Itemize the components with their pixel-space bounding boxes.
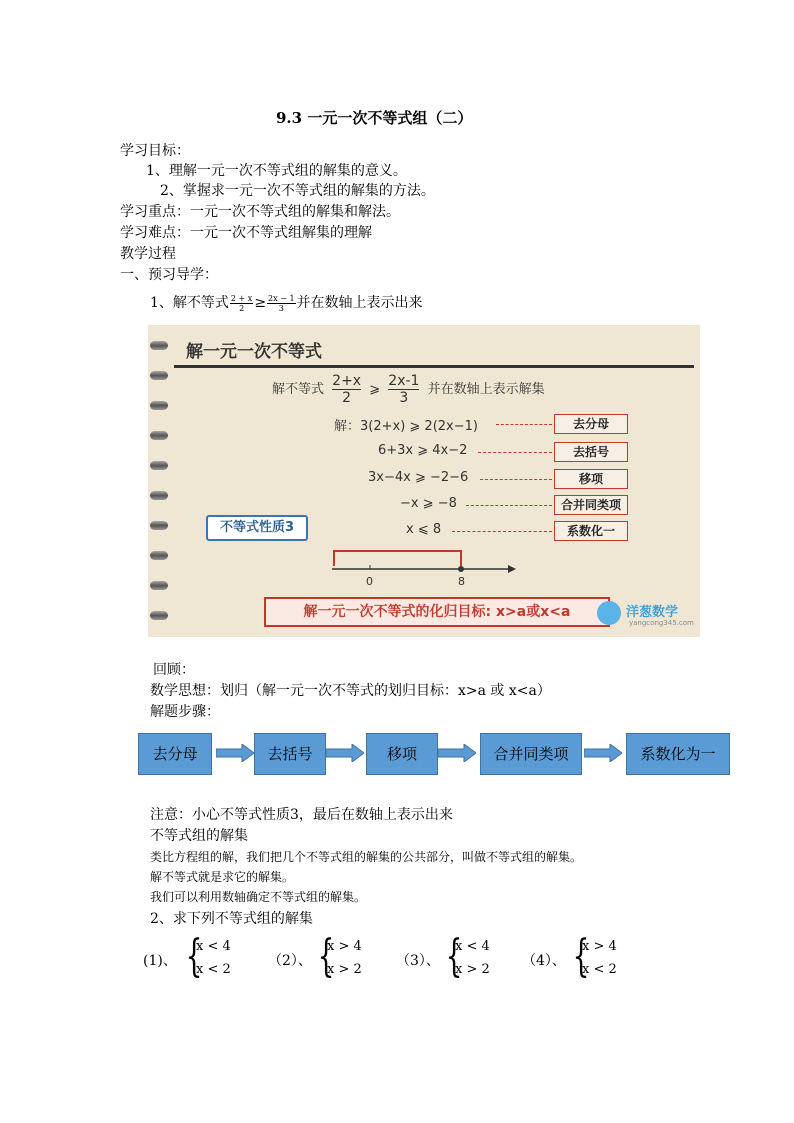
axis-label-0: 0 xyxy=(366,575,373,588)
arrow-right-icon xyxy=(584,744,622,762)
system-bottom: x < 2 xyxy=(196,962,231,977)
q1-frac2-num: 2x − 1 xyxy=(268,293,295,303)
brand-name: 洋葱数学 xyxy=(626,605,679,620)
arrow-right-icon xyxy=(326,744,364,762)
problem-frac2-num: 2x-1 xyxy=(388,373,420,389)
step-tag: 移项 xyxy=(554,469,628,489)
question-2: 2、求下列不等式组的解集 xyxy=(150,911,313,927)
problem-frac2-den: 3 xyxy=(399,390,409,406)
flow-step: 去括号 xyxy=(254,733,326,775)
teaching-process: 教学过程 xyxy=(120,246,176,262)
brace-icon: { xyxy=(445,931,463,982)
goal-2: 2、掌握求一元一次不等式组的解集的方法。 xyxy=(160,183,435,199)
q1-frac1-den: 2 xyxy=(239,303,245,313)
onion-mascot-icon xyxy=(597,601,621,625)
goal-1: 1、理解一元一次不等式组的解集的意义。 xyxy=(146,163,407,179)
paragraph-1: 类比方程组的解，我们把几个不等式组的解集的公共部分，叫做不等式组的解集。 xyxy=(150,850,583,864)
step-tag: 去括号 xyxy=(554,442,628,462)
step-tag: 系数化一 xyxy=(554,521,628,541)
arrow-right-icon xyxy=(438,744,476,762)
q1-frac1-num: 2 + x xyxy=(230,293,253,303)
paragraph-3: 我们可以利用数轴确定不等式组的解集。 xyxy=(150,890,367,904)
problem-geq: ⩾ xyxy=(369,382,381,397)
reduction-goal-banner: 解一元一次不等式的化归目标: x>a或x<a xyxy=(264,597,610,627)
review-heading: 回顾： xyxy=(153,662,195,678)
key-point: 学习重点：一元一次不等式组的解集和解法。 xyxy=(120,204,400,220)
system-label: （2）、 xyxy=(268,953,312,969)
question-1 xyxy=(150,292,423,313)
q1-prefix: 1、解不等式 xyxy=(150,295,229,311)
brace-icon: { xyxy=(317,931,335,982)
step-expr: x ⩽ 8 xyxy=(406,522,442,537)
system-top: x < 4 xyxy=(455,939,490,954)
step-expr: 解：3(2+x) ⩾ 2(2x−1) xyxy=(334,419,478,434)
problem-frac1-den: 2 xyxy=(342,390,352,406)
step-tag: 去分母 xyxy=(554,414,628,434)
q1-frac-1 xyxy=(230,294,253,313)
problem-suffix: 并在数轴上表示解集 xyxy=(427,382,545,397)
system-bottom: x > 2 xyxy=(455,962,490,977)
system-top: x > 4 xyxy=(582,939,617,954)
solid-point-8 xyxy=(458,566,464,572)
q1-geq: ≥ xyxy=(254,295,267,311)
step-expr: −x ⩾ −8 xyxy=(400,496,457,511)
steps-heading: 解题步骤： xyxy=(150,704,220,720)
number-line xyxy=(148,325,700,637)
flow-step: 移项 xyxy=(366,733,438,775)
system-label: （4）、 xyxy=(522,953,566,969)
q1-frac-2 xyxy=(267,294,295,313)
brand-url: yangcong345.com xyxy=(629,619,694,627)
axis-label-8: 8 xyxy=(458,575,465,588)
notebook-illustration xyxy=(148,325,700,637)
system-top: x < 4 xyxy=(196,939,231,954)
step-expr: 3x−4x ⩾ −2−6 xyxy=(368,470,469,485)
axis-arrow-icon xyxy=(508,565,516,573)
page-title: 9.3 一元一次不等式组（二） xyxy=(276,109,473,127)
system-bottom: x < 2 xyxy=(582,962,617,977)
flow-step: 系数化为一 xyxy=(626,733,730,775)
note: 注意：小心不等式性质3，最后在数轴上表示出来 xyxy=(150,807,453,823)
solution-bracket xyxy=(334,551,461,566)
arrow-right-icon xyxy=(216,744,254,762)
paragraph-2: 解不等式就是求它的解集。 xyxy=(150,870,295,884)
brace-icon: { xyxy=(185,931,203,982)
flow-step: 合并同类项 xyxy=(480,733,582,775)
difficulty: 学习难点：一元一次不等式组解集的理解 xyxy=(120,225,372,241)
brace-icon: { xyxy=(572,931,590,982)
board-heading: 解一元一次不等式 xyxy=(186,342,322,362)
property-label: 不等式性质3 xyxy=(206,515,308,541)
goals-heading: 学习目标： xyxy=(120,143,190,159)
section-preview: 一、预习导学： xyxy=(120,267,218,283)
q1-suffix: 并在数轴上表示出来 xyxy=(296,295,423,311)
system-top: x > 4 xyxy=(327,939,362,954)
flow-step: 去分母 xyxy=(138,733,212,775)
step-tag: 合并同类项 xyxy=(554,495,628,515)
section-sets-heading: 不等式组的解集 xyxy=(150,828,248,844)
math-thought: 数学思想：划归（解一元一次不等式的划归目标：x>a 或 x<a） xyxy=(150,683,551,699)
system-label: (1)、 xyxy=(143,953,177,969)
system-bottom: x > 2 xyxy=(327,962,362,977)
q1-frac2-den: 3 xyxy=(278,303,284,313)
problem-prefix: 解不等式 xyxy=(272,382,325,397)
problem-frac1-num: 2+x xyxy=(332,373,362,389)
step-expr: 6+3x ⩾ 4x−2 xyxy=(378,443,468,458)
system-label: （3）、 xyxy=(396,953,440,969)
